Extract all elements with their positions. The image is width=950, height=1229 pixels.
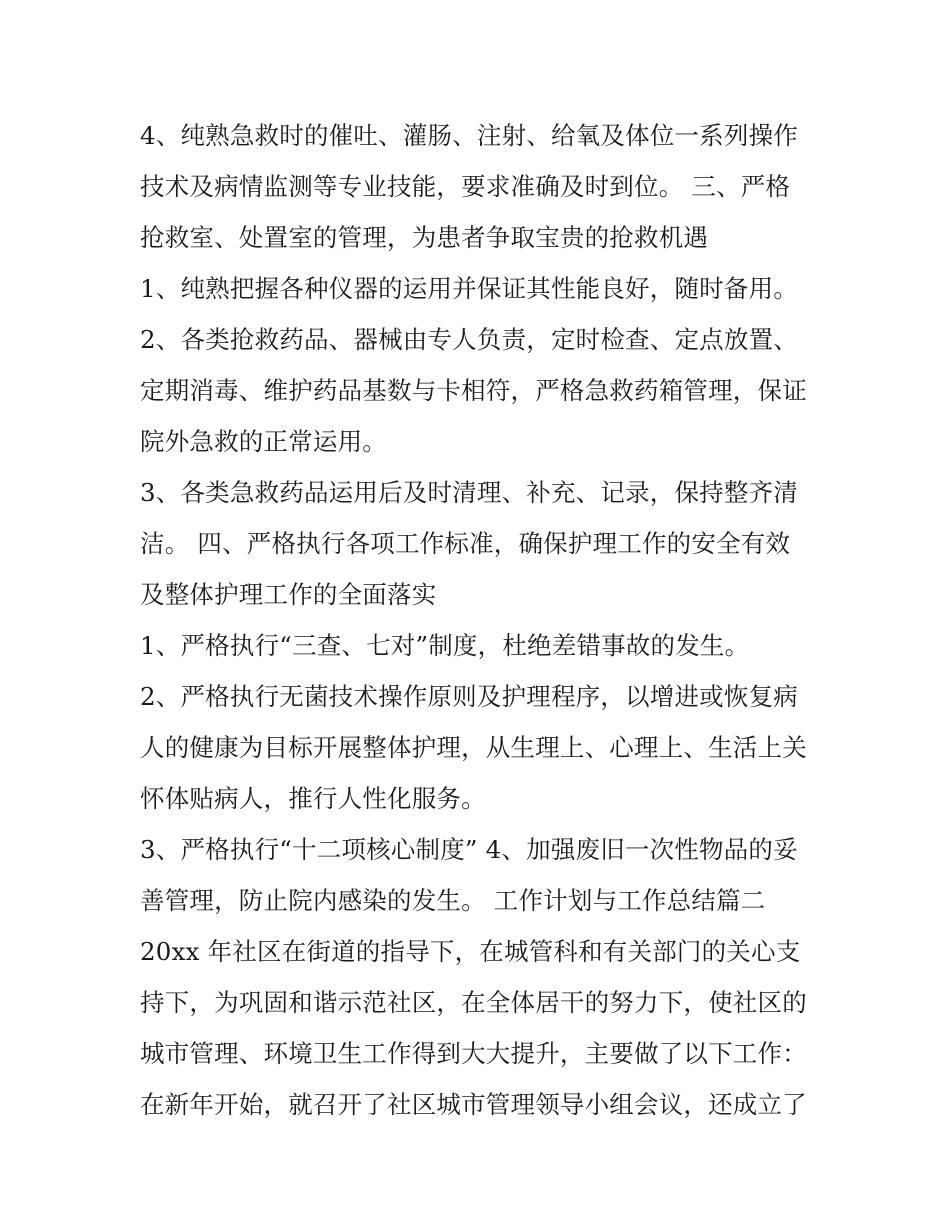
document-body (140, 110, 820, 1130)
text-line: 3、各类急救药品运用后及时清理、补充、记录，保持整齐清 (140, 478, 798, 507)
text-line: 4、纯熟急救时的催吐、灌肠、注射、给氧及体位一系列操作 (140, 121, 798, 150)
text-line: 在新年开始，就召开了社区城市管理领导小组会议，还成立了 (140, 1090, 807, 1119)
text-line: 持下，为巩固和谐示范社区，在全体居干的努力下，使社区的 (140, 988, 807, 1017)
text-line: 城市管理、环境卫生工作得到大大提升，主要做了以下工作： (140, 1039, 807, 1068)
text-line: 怀体贴病人，推行人性化服务。 (140, 784, 486, 813)
text-line: 及整体护理工作的全面落实 (140, 580, 437, 609)
text-line: 技术及病情监测等专业技能，要求准确及时到位。 三、严格 (140, 172, 791, 201)
text-line: 院外急救的正常运用。 (140, 427, 387, 456)
text-line: 2、严格执行无菌技术操作原则及护理程序，以增进或恢复病 (140, 682, 798, 711)
text-line: 定期消毒、维护药品基数与卡相符，严格急救药箱管理，保证 (140, 376, 807, 405)
text-line: 抢救室、处置室的管理，为患者争取宝贵的抢救机遇 (140, 223, 709, 252)
text-line: 洁。 四、严格执行各项工作标准，确保护理工作的安全有效 (140, 529, 791, 558)
text-line: 1、严格执行“三查、七对”制度，杜绝差错事故的发生。 (140, 631, 750, 660)
text-line: 20xx 年社区在街道的指导下，在城管科和有关部门的关心支 (140, 937, 801, 966)
text-line: 人的健康为目标开展整体护理，从生理上、心理上、生活上关 (140, 733, 807, 762)
text-line: 善管理，防止院内感染的发生。 工作计划与工作总结篇二 (140, 886, 766, 915)
text-line: 2、各类抢救药品、器械由专人负责，定时检查、定点放置、 (140, 325, 798, 354)
text-line: 1、纯熟把握各种仪器的运用并保证其性能良好，随时备用。 (140, 274, 798, 303)
text-line: 3、严格执行“十二项核心制度” 4、加强废旧一次性物品的妥 (140, 835, 798, 864)
